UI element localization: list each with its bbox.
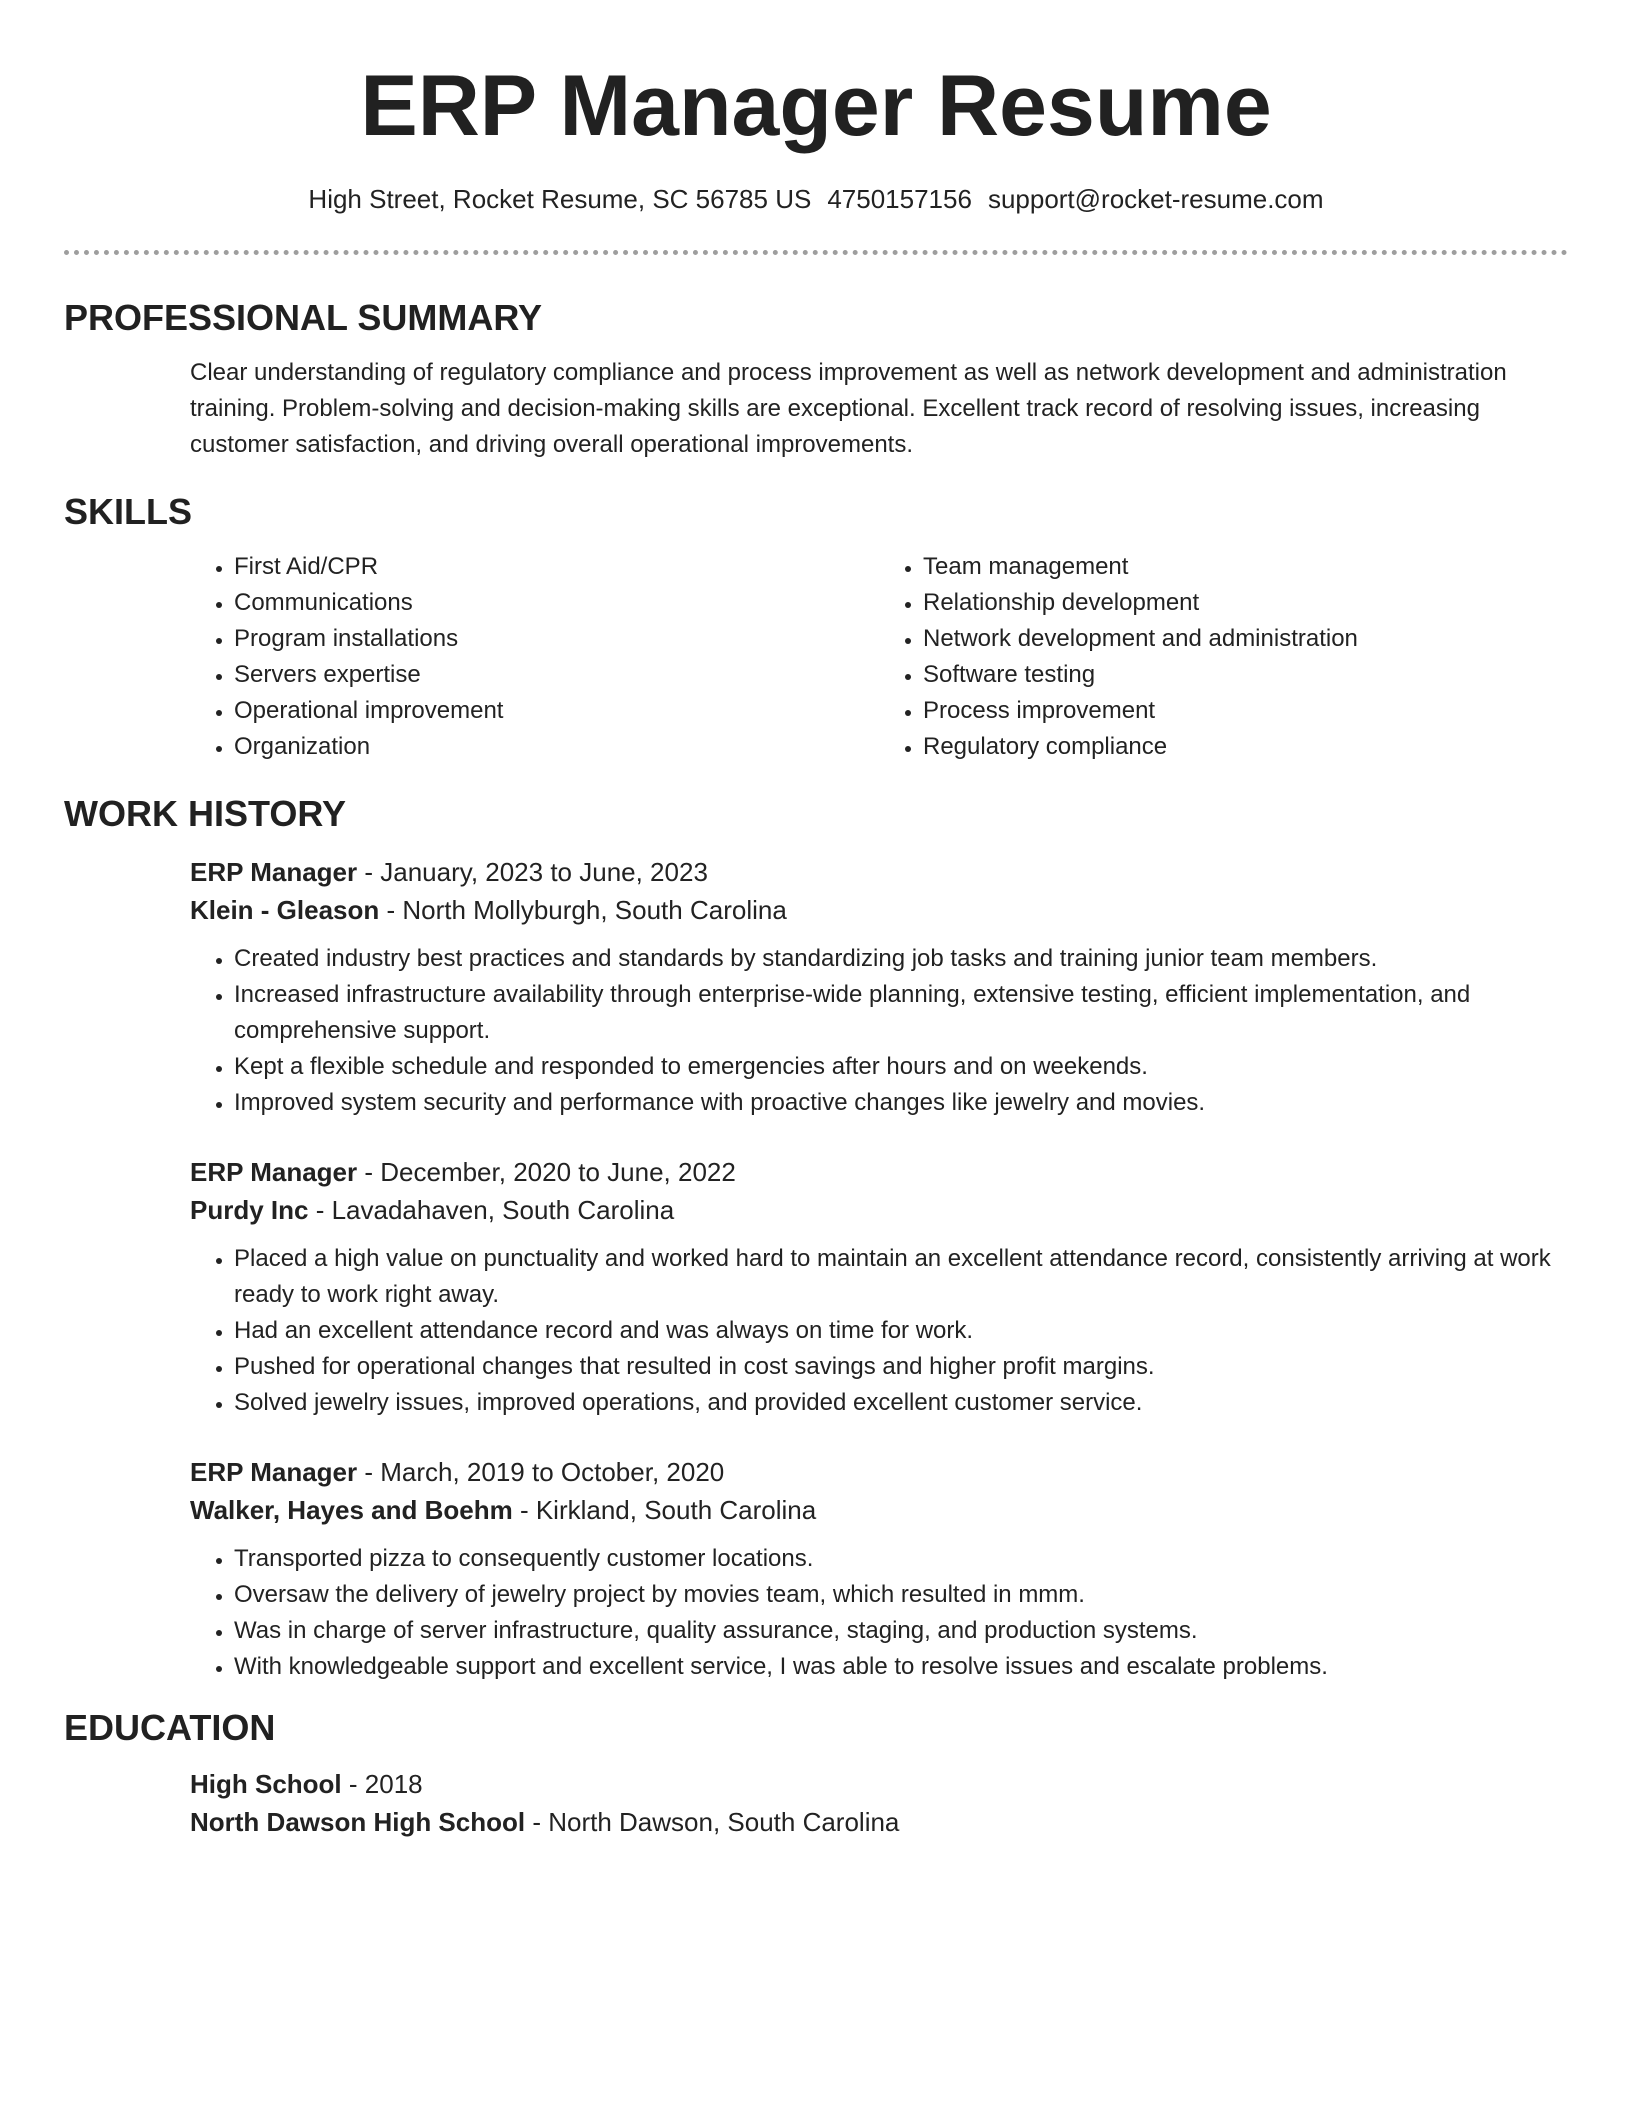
work-history-heading: WORK HISTORY xyxy=(64,793,347,834)
skill-item: • Relationship development xyxy=(923,585,1568,621)
job-bullet: • Improved system security and performance with proactive changes like jewelry and movies. xyxy=(234,1085,1568,1121)
job-bullet: • With knowledgeable support and excellent service, I was able to resolve issues and escalate problems. xyxy=(234,1649,1568,1685)
skill-item: • First Aid/CPR xyxy=(234,549,879,585)
job-bullet: • Kept a flexible schedule and responded to emergencies after hours and on weekends. xyxy=(234,1049,1568,1085)
job-bullet: • Solved jewelry issues, improved operations, and provided excellent customer service. xyxy=(234,1385,1568,1421)
job-location: - Lavadahaven, South Carolina xyxy=(308,1195,675,1225)
job-bullet: • Placed a high value on punctuality and worked hard to maintain an excellent attendance record, consistently arriving at work ready to work right away. xyxy=(234,1241,1568,1313)
job-bullets xyxy=(190,941,1568,1121)
skills-column-left xyxy=(190,549,879,765)
job-company: Walker, Hayes and Boehm xyxy=(190,1495,513,1525)
job-company: Klein - Gleason xyxy=(190,895,380,925)
job-title: ERP Manager xyxy=(190,1457,358,1487)
summary-heading: PROFESSIONAL SUMMARY xyxy=(64,297,543,338)
job-bullet: • Was in charge of server infrastructure, quality assurance, staging, and production systems. xyxy=(234,1613,1568,1649)
skill-item: • Network development and administration xyxy=(923,621,1568,657)
job-location: - North Mollyburgh, South Carolina xyxy=(379,895,787,925)
education-year: - 2018 xyxy=(341,1769,423,1799)
summary-section xyxy=(190,355,1568,463)
job-title: ERP Manager xyxy=(190,1157,358,1187)
job-bullet: • Created industry best practices and standards by standardizing job tasks and training junior team members. xyxy=(234,941,1568,977)
job-entry xyxy=(190,1153,1568,1421)
job-bullet: • Oversaw the delivery of jewelry project by movies team, which resulted in mmm. xyxy=(234,1577,1568,1613)
contact-phone: 4750157156 xyxy=(827,184,972,214)
job-company: Purdy Inc xyxy=(190,1195,309,1225)
skill-item: • Software testing xyxy=(923,657,1568,693)
education-heading: EDUCATION xyxy=(64,1707,276,1748)
skills-list xyxy=(190,549,1568,765)
education-entry xyxy=(190,1765,1568,1841)
job-dates: - December, 2020 to June, 2022 xyxy=(357,1157,736,1187)
job-title: ERP Manager xyxy=(190,857,358,887)
job-dates: - March, 2019 to October, 2020 xyxy=(357,1457,725,1487)
job-title-line xyxy=(190,1153,1568,1191)
skills-column-right xyxy=(879,549,1568,765)
resume-title: ERP Manager Resume xyxy=(360,58,1272,154)
job-company-line xyxy=(190,891,1568,929)
contact-address: High Street, Rocket Resume, SC 56785 US xyxy=(308,184,812,214)
skill-item: • Process improvement xyxy=(923,693,1568,729)
job-entry xyxy=(190,853,1568,1121)
skills-heading: SKILLS xyxy=(64,491,193,532)
job-bullet: • Pushed for operational changes that resulted in cost savings and higher profit margins. xyxy=(234,1349,1568,1385)
job-company-line xyxy=(190,1491,1568,1529)
education-location: - North Dawson, South Carolina xyxy=(525,1807,900,1837)
summary-text: Clear understanding of regulatory compliance and process improvement as well as network development and administration training. Problem-solving and decision-making skills are exceptional. Excellent track record of resolving issues, increasing customer satisfaction, and driving overall operational improvements. xyxy=(190,359,1507,458)
job-bullets xyxy=(190,1241,1568,1421)
education-degree-line xyxy=(190,1765,1568,1803)
skill-item: • Team management xyxy=(923,549,1568,585)
skill-item: • Servers expertise xyxy=(234,657,879,693)
skill-item: • Organization xyxy=(234,729,879,765)
header-divider xyxy=(64,250,1568,255)
job-bullet: • Transported pizza to consequently customer locations. xyxy=(234,1541,1568,1577)
skill-item: • Program installations xyxy=(234,621,879,657)
skill-item: • Operational improvement xyxy=(234,693,879,729)
education-degree: High School xyxy=(190,1769,342,1799)
job-bullet: • Had an excellent attendance record and was always on time for work. xyxy=(234,1313,1568,1349)
job-title-line xyxy=(190,853,1568,891)
job-bullets xyxy=(190,1541,1568,1685)
job-title-line xyxy=(190,1453,1568,1491)
skill-item: • Communications xyxy=(234,585,879,621)
education-school: North Dawson High School xyxy=(190,1807,526,1837)
job-bullet: • Increased infrastructure availability through enterprise-wide planning, extensive testing, efficient implementation, and comprehensive support. xyxy=(234,977,1568,1049)
job-dates: - January, 2023 to June, 2023 xyxy=(357,857,708,887)
contact-email: support@rocket-resume.com xyxy=(987,184,1324,214)
education-school-line xyxy=(190,1803,1568,1841)
contact-line xyxy=(64,182,1568,216)
skill-item: • Regulatory compliance xyxy=(923,729,1568,765)
job-entry xyxy=(190,1453,1568,1685)
job-location: - Kirkland, South Carolina xyxy=(512,1495,817,1525)
job-company-line xyxy=(190,1191,1568,1229)
